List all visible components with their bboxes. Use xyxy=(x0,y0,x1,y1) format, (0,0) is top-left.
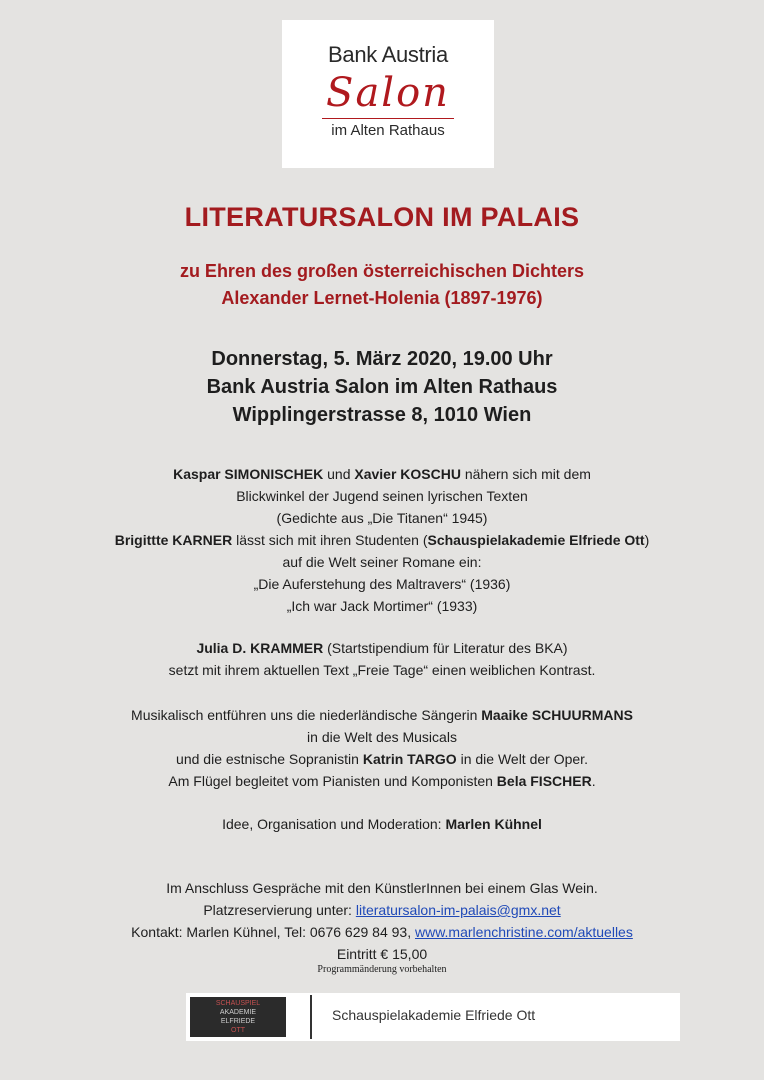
program-paragraph-1 xyxy=(0,463,764,617)
text: ) xyxy=(644,532,650,548)
performer-name: Julia D. KRAMMER xyxy=(196,640,324,656)
logo-text: OTT xyxy=(231,1027,245,1034)
logo-divider xyxy=(322,118,454,119)
logo-text: ELFRIEDE xyxy=(220,1018,256,1025)
moderation-line xyxy=(0,813,764,835)
program-p1-line4 xyxy=(0,529,764,551)
program-p1-line3: (Gedichte aus „Die Titanen“ 1945) xyxy=(276,510,488,526)
performer-name: Bela FISCHER xyxy=(496,773,592,789)
text: . xyxy=(591,773,596,789)
text: Idee, Organisation und Moderation: xyxy=(222,816,446,832)
bank-austria-salon-logo xyxy=(282,20,494,168)
program-p3-line1 xyxy=(0,704,764,726)
program-p2-line1 xyxy=(0,637,764,659)
program-p3-line4 xyxy=(0,770,764,792)
schauspielakademie-logo xyxy=(190,997,286,1037)
moderator-name: Marlen Kühnel xyxy=(445,816,542,832)
footer-divider xyxy=(310,995,312,1039)
program-paragraph-3 xyxy=(0,704,764,792)
program-p1-line2: Blickwinkel der Jugend seinen lyrischen Texten xyxy=(236,488,528,504)
text: Kontakt: Marlen Kühnel, Tel: 0676 629 84 93, xyxy=(131,924,415,940)
text: Platzreservierung unter: xyxy=(203,902,356,918)
text: nähern sich mit dem xyxy=(460,466,591,482)
program-paragraph-2 xyxy=(0,637,764,681)
text: Musikalisch entführen uns die niederländische Sängerin xyxy=(131,707,482,723)
text: Am Flügel begleitet vom Pianisten und Komponisten xyxy=(168,773,497,789)
performer-name: Xavier KOSCHU xyxy=(354,466,461,482)
subtitle-line2: Alexander Lernet-Holenia (1897-1976) xyxy=(221,288,543,308)
event-venue: Bank Austria Salon im Alten Rathaus xyxy=(206,376,558,398)
program-p1-line1 xyxy=(0,463,764,485)
performer-name: Kaspar SIMONISCHEK xyxy=(173,466,324,482)
performer-name: Katrin TARGO xyxy=(362,751,457,767)
program-p3-line2: in die Welt des Musicals xyxy=(307,729,457,745)
reservation-line xyxy=(0,899,764,921)
text: und xyxy=(323,466,355,482)
text: und die estnische Sopranistin xyxy=(176,751,363,767)
logo-script-salon: Salon xyxy=(326,70,450,116)
program-p3-line3 xyxy=(0,748,764,770)
closing-info xyxy=(0,877,764,965)
logo-line-bank-austria: Bank Austria xyxy=(328,42,448,67)
reservation-email-link[interactable]: literatursalon-im-palais@gmx.net xyxy=(355,902,561,918)
program-p1-line7: „Ich war Jack Mortimer“ (1933) xyxy=(286,598,478,614)
school-name: Schauspielakademie Elfriede Ott xyxy=(427,532,645,548)
subtitle-line1: zu Ehren des großen österreichischen Dichters xyxy=(179,261,585,281)
text: lässt sich mit ihren Studenten ( xyxy=(232,532,428,548)
contact-line xyxy=(0,921,764,943)
footer-banner xyxy=(186,993,680,1041)
program-paragraph-4 xyxy=(0,813,764,835)
program-p1-line6: „Die Auferstehung des Maltravers“ (1936) xyxy=(253,576,511,592)
logo-text: AKADEMIE xyxy=(219,1009,257,1016)
footer-organization-name: Schauspielakademie Elfriede Ott xyxy=(332,1007,536,1023)
program-p1-line5: auf die Welt seiner Romane ein: xyxy=(282,554,482,570)
logo-text: SCHAUSPIEL xyxy=(215,1000,261,1007)
performer-name: Brigittte KARNER xyxy=(114,532,233,548)
event-address: Wipplingerstrasse 8, 1010 Wien xyxy=(232,404,532,426)
text: (Startstipendium für Literatur des BKA) xyxy=(323,640,568,656)
event-date: Donnerstag, 5. März 2020, 19.00 Uhr xyxy=(211,348,553,370)
program-change-note: Programmänderung vorbehalten xyxy=(317,964,447,975)
website-link[interactable]: www.marlenchristine.com/aktuelles xyxy=(414,924,633,940)
performer-name: Maaike SCHUURMANS xyxy=(481,707,633,723)
logo-line-im-alten-rathaus: im Alten Rathaus xyxy=(331,122,445,139)
admission-price: Eintritt € 15,00 xyxy=(336,946,428,962)
closing-line1: Im Anschluss Gespräche mit den KünstlerInnen bei einem Glas Wein. xyxy=(166,880,598,896)
program-p2-line2: setzt mit ihrem aktuellen Text „Freie Tage“ einen weiblichen Kontrast. xyxy=(168,662,596,678)
page-title: LITERATURSALON IM PALAIS xyxy=(184,202,580,232)
text: in die Welt der Oper. xyxy=(456,751,588,767)
